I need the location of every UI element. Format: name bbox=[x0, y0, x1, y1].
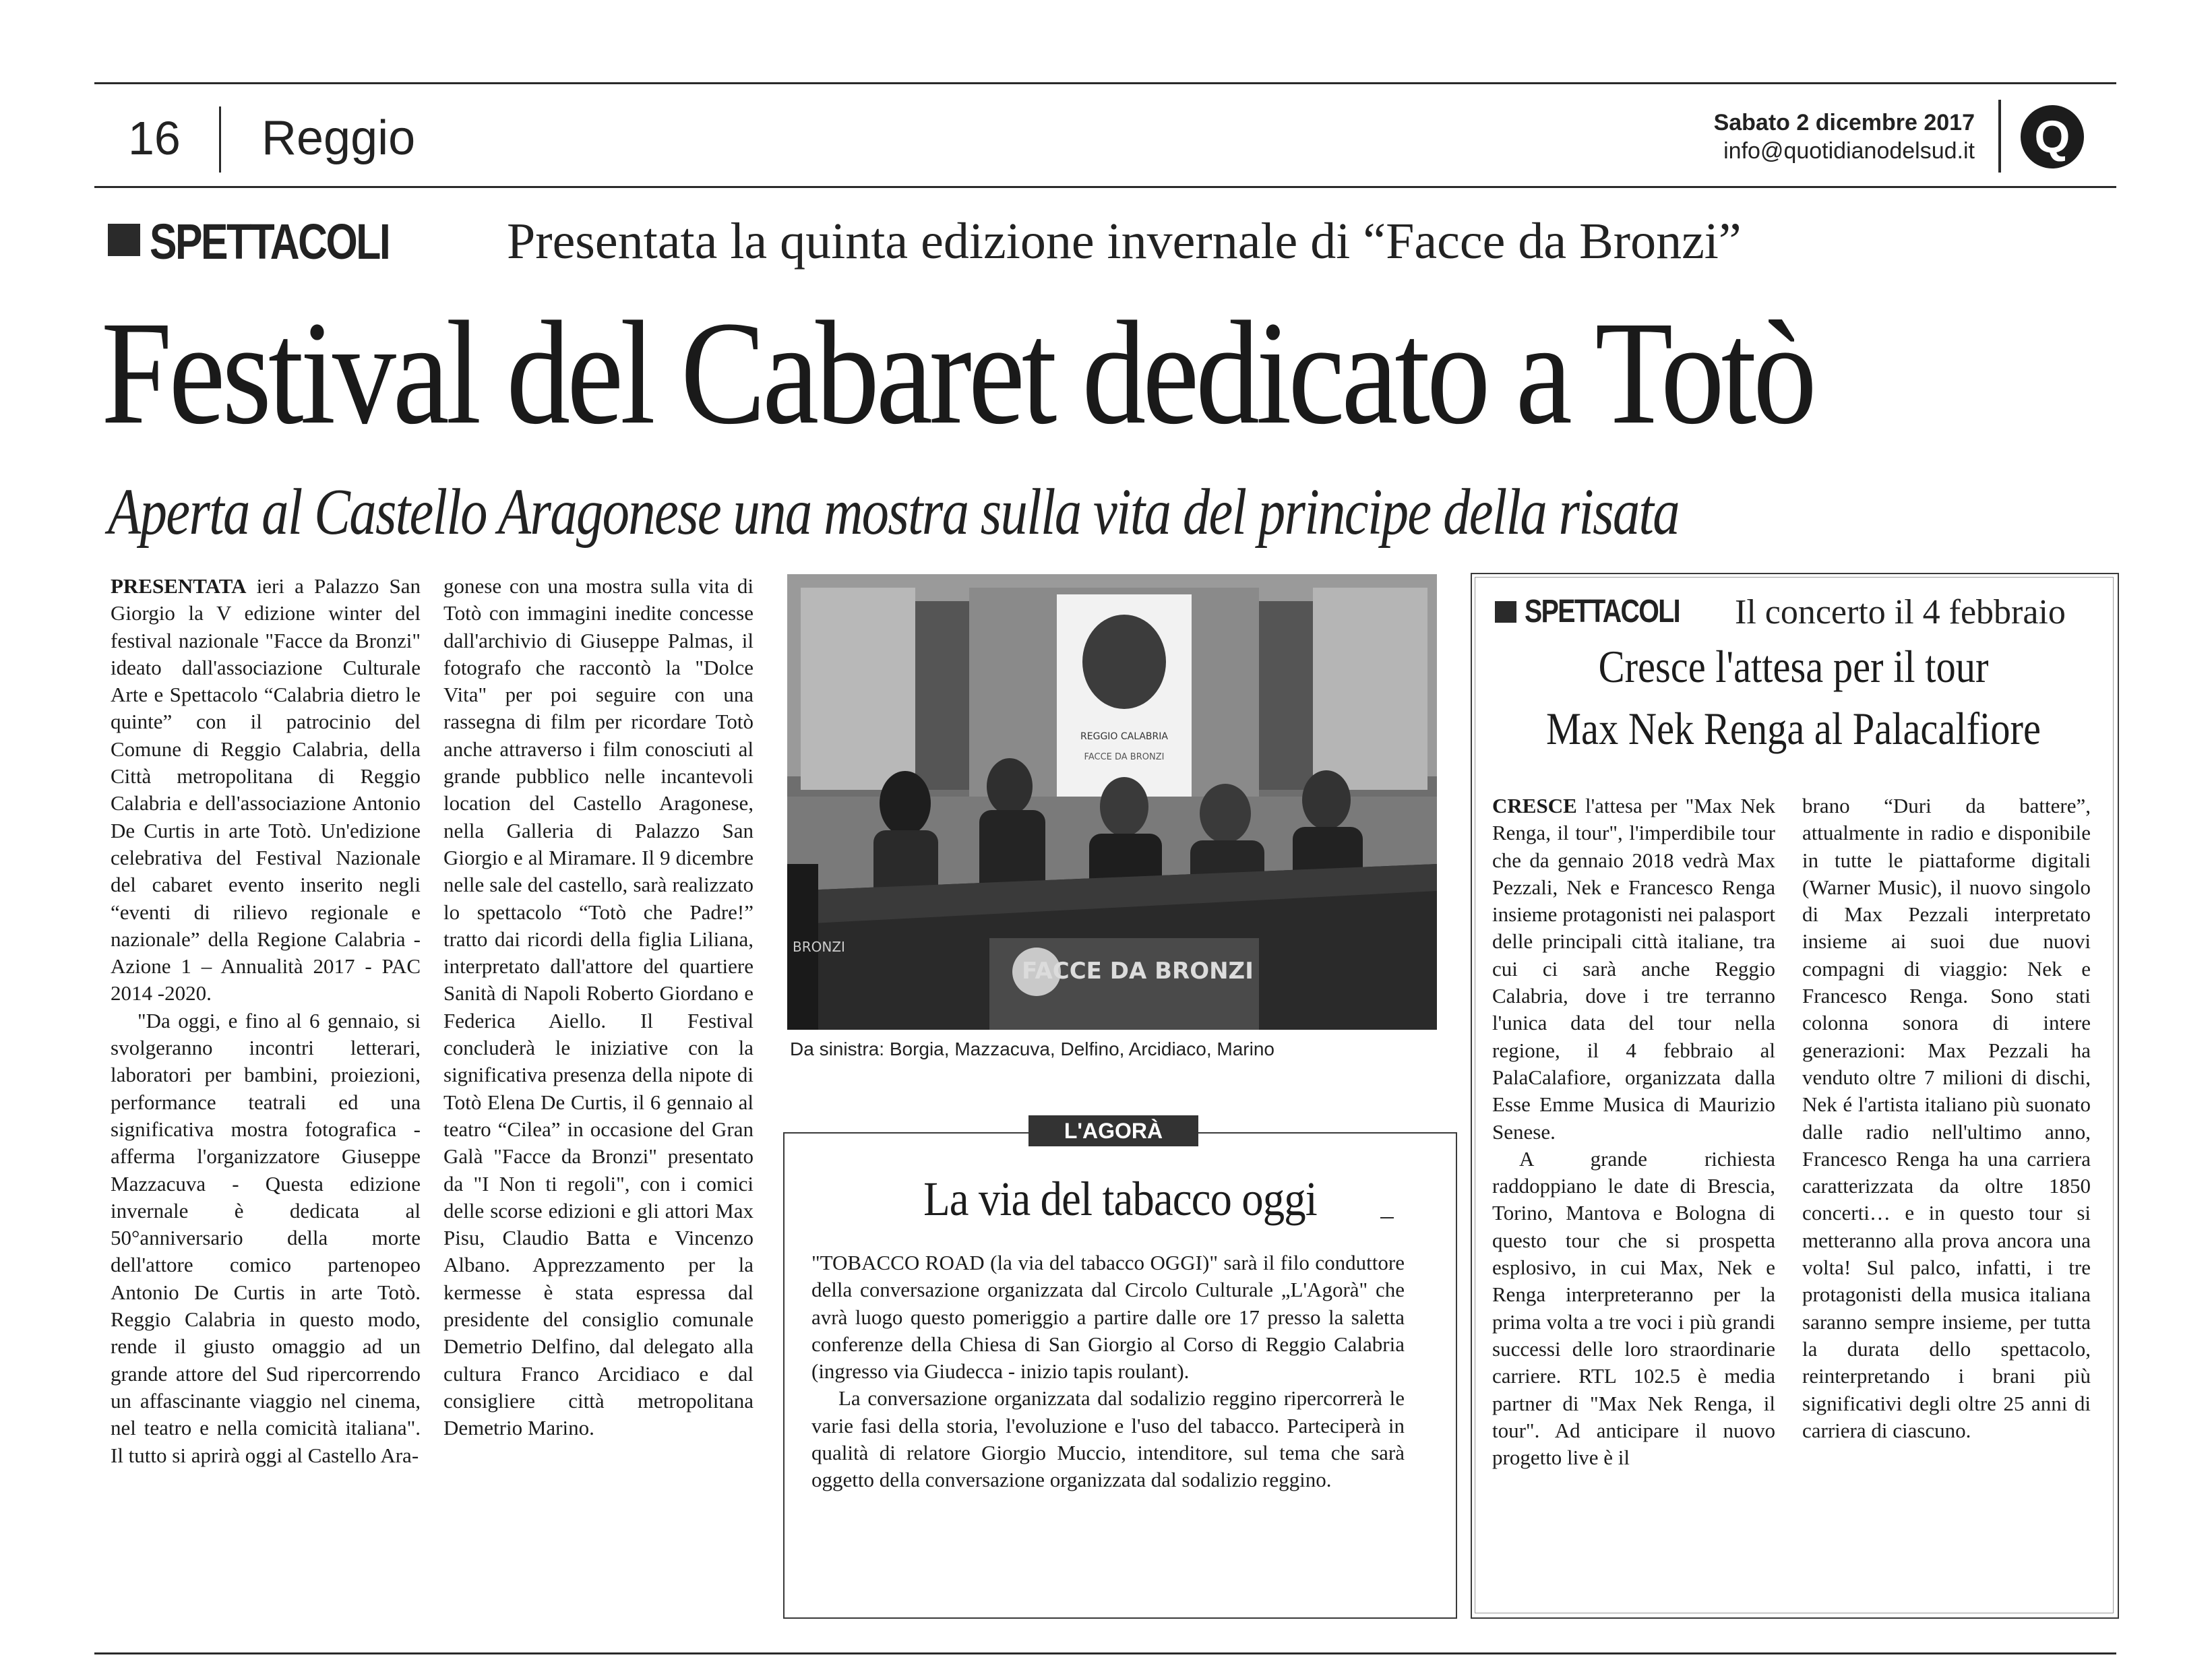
sidebar-headline-line-2: Max Nek Renga al Palacalfiore bbox=[1546, 703, 2041, 754]
agora-paragraph: "TOBACCO ROAD (la via del tabacco OGGI)" sarà il filo conduttore della conversazione organizzata dal Circolo Culturale „L'Agorà" che avrà luogo questo pomeriggio a partire dalle ore 17 presso la saletta conferenze della Chiesa di San Giorgio al Corso di Reggio Calabria (ingresso via Giudecca - inizio tapis roulant). bbox=[811, 1251, 1405, 1384]
sidebar-lead-word: CRESCE bbox=[1492, 794, 1577, 817]
kicker-square-icon bbox=[108, 224, 140, 256]
sidebar-column-2 bbox=[1802, 793, 2091, 1601]
article-column-2 bbox=[443, 573, 754, 1638]
sidebar-paragraph: l'attesa per "Max Nek Renga, il tour", l'imperdibile tour che da gennaio 2018 vedrà Max Pezzali, Nek e Francesco Renga insieme protagonisti nei palasport delle principali città italiane, tra cui ci sarà anche Reggio Calabria, dove i tre terranno l'unica data del tour nella regione, il 4 febbraio al PalaCalafiore, organizzata dalla Esse Emme Musica di Maurizio Senese. bbox=[1492, 794, 1775, 1144]
top-rule bbox=[94, 82, 2116, 84]
article-subheadline: Aperta al Castello Aragonese una mostra sulla vita del principe della risata bbox=[108, 476, 1679, 549]
article-paragraph: ieri a Palazzo San Giorgio la V edizione winter del festival nazionale "Facce da Bronzi" ideato dall'associazione Culturale Arte e Spettacolo “Calabria dietro le quinte” con il patrocinio del Comune di Reggio Calabria, della Città metropolitana di Reggio Calabria e dell'associazione Antonio De Curtis in arte Totò. Un'edizione celebrativa del Festival Nazionale del cabaret evento inserito negli “eventi di rilievo regionale e nazionale” della Regione Calabria - Azione 1 – Annualità 2017 - PAC 2014 -2020. bbox=[111, 574, 421, 1005]
header-logo-divider bbox=[1998, 100, 2001, 173]
sidebar-paragraph: brano “Duri da battere”, attualmente in radio e disponibile in tutte le piattaforme digitali (Warner Music), il nuovo singolo di Max Pezzali interpretato insieme ai suoi due nuovi compagni di viaggio: Nek e Francesco Renga. Sono stati colonna sonora di intere generazioni: Max Pezzali ha venduto oltre 7 milioni di dischi, Nek é l'artista italiano più suonato dalle radio nell'ultimo anno, Francesco Renga ha una carriera caratterizzata da oltre 1850 concerti… e in questo tour si metteranno alla prova ancora una volta! Sul palco, infatti, i tre protagonisti della musica italiana saranno sempre insieme, per tutta la durata dello spettacolo, reinterpretando i brani più significativi degli oltre 25 anni di carriera di ciascuno. bbox=[1802, 794, 2091, 1442]
photo-illustration bbox=[787, 574, 1437, 1030]
section-name: Reggio bbox=[262, 111, 416, 165]
header-divider bbox=[219, 106, 221, 173]
agora-paragraph: La conversazione organizzata dal sodalizio reggino ripercorrerà le varie fasi della storia, l'evoluzione e l'uso del tabacco. Parteciperà in qualità di relatore Giorgio Muccio, intenditore, sul tema che sarà oggetto della conversazione organizzata dal sodalizio reggino. bbox=[811, 1386, 1405, 1492]
agora-headline: La via del tabacco oggi bbox=[923, 1172, 1317, 1226]
bottom-rule bbox=[94, 1652, 2116, 1654]
page-number: 16 bbox=[128, 112, 181, 164]
sidebar-headline-line-1: Cresce l'attesa per il tour bbox=[1598, 641, 1989, 692]
article-paragraph: "Da oggi, e fino al 6 gennaio, si svolgeranno incontri letterari, laboratori per bambini, proiezioni, performance teatrali ed una significativa mostra fotografica - afferma l'organizzatore Giuseppe Mazzacuva - Questa edizione invernale è dedicata al 50°anniversario della morte dell'attore comico partenopeo Antonio De Curtis in arte Totò. Reggio Calabria in questo modo, rende il giusto omaggio ad un grande attore del Sud ripercorrendo un affascinante viaggio nel cinema, nel teatro e nella comicità italiana". Il tutto si aprirà oggi al Castello Ara- bbox=[111, 1008, 421, 1467]
poster-city-text: REGGIO CALABRIA bbox=[1080, 731, 1168, 742]
poster-title-text: FACCE DA BRONZI bbox=[1084, 752, 1165, 762]
agora-label: L'AGORÀ bbox=[1028, 1115, 1198, 1146]
logo-letter: Q bbox=[2034, 111, 2070, 162]
photo-caption: Da sinistra: Borgia, Mazzacuva, Delfino, Arcidiaco, Marino bbox=[790, 1039, 1274, 1059]
article-paragraph: gonese con una mostra sulla vita di Totò con immagini inedite concesse dall'archivio di Giuseppe Palmas, il fotografo che raccontò la "Dolce Vita" per poi seguire con una rassegna di film per ricordare Totò anche attraverso i film conosciuti al grande pubblico nelle incantevoli location del Castello Aragonese, nella Galleria di Palazzo San Giorgio e al Miramare. Il 9 dicembre nelle sale del castello, sarà realizzato lo spettacolo “Totò che Padre!” tratto dai ricordi della figlia Liliana, interpretato dall'attore del quartiere Sanità di Napoli Roberto Giordano e Federica Aiello. Il Festival concluderà le iniziative con la significativa presenza della nipote di Totò Elena De Curtis, il 6 gennaio al teatro “Cilea” in occasione del Gran Galà "Facce da Bronzi" presentato da "I Non ti regoli", con i comici delle scorse edizioni e gli attori Max Pisu, Claudio Batta e Vincenzo Albano. Apprezzamento per la kermesse è stata espressa dal presidente del consiglio comunale Demetrio Delfino, dal delegato alla cultura Franco Arcidiaco e dal consigliere città metropolitana Demetrio Marino. bbox=[443, 574, 754, 1440]
sidebar-kicker-square-icon bbox=[1495, 601, 1516, 623]
newspaper-logo-icon bbox=[2021, 105, 2084, 168]
article-lead-word: PRESENTATA bbox=[111, 574, 247, 598]
header-date: Sabato 2 dicembre 2017 bbox=[1713, 110, 1975, 135]
sidebar-overline: Il concerto il 4 febbraio bbox=[1735, 593, 2066, 631]
agora-body bbox=[811, 1249, 1405, 1613]
agora-headline-dash bbox=[1380, 1217, 1394, 1218]
sidebar-kicker: SPETTACOLI bbox=[1525, 594, 1680, 629]
press-conference-photo bbox=[787, 574, 1437, 1030]
article-headline: Festival del Cabaret dedicato a Totò bbox=[101, 290, 1814, 455]
article-overline: Presentata la quinta edizione invernale di “Facce da Bronzi” bbox=[507, 213, 1742, 270]
banner-side-text: BRONZI bbox=[793, 939, 845, 955]
sidebar-paragraph: A grande richiesta raddoppiano le date di Brescia, Torino, Mantova e Bologna di questo tour che si prospetta esplosivo, in cui Max, Nek e Renga interpreteranno per la prima volta a tre voci i più grandi successi delle loro straordinarie carriere. RTL 102.5 è media partner di "Max Nek Renga, il tour". Ad anticipare il nuovo progetto live è il bbox=[1492, 1146, 1775, 1470]
article-kicker: SPETTACOLI bbox=[150, 214, 390, 270]
banner-title-text: FACCE DA BRONZI bbox=[1022, 958, 1254, 985]
sidebar-column-1 bbox=[1492, 793, 1775, 1601]
header-bottom-rule bbox=[94, 186, 2116, 188]
header-email: info@quotidianodelsud.it bbox=[1723, 138, 1975, 164]
article-column-1 bbox=[111, 573, 421, 1638]
